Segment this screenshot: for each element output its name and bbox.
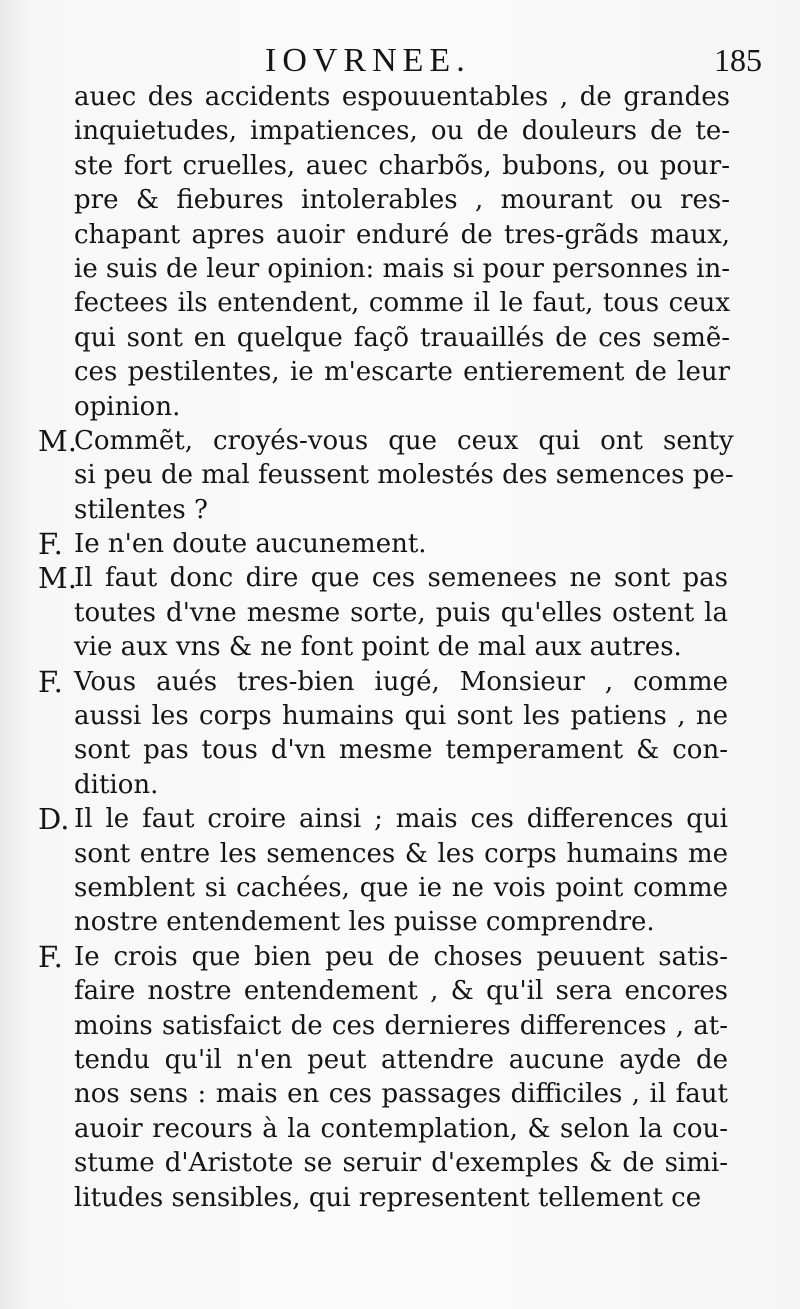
text-line: ces pestilentes, ie m'escarte entierement de leur (74, 357, 731, 388)
text-line: auec des accidents espouuentables , de grandes (74, 82, 731, 112)
speaker-label: F. (38, 664, 63, 699)
text-line: vie aux vns & ne font point de mal aux autres. (74, 632, 682, 663)
text-line: fectees ils entendent, comme il le faut, tous ceux (74, 288, 731, 319)
text-line: Commẽt, croyés-vous que ceux qui ont senty (74, 425, 734, 456)
text-line: Ie n'en doute aucunement. (74, 529, 427, 560)
text-line: qui sont en quelque façõ trauaillés de ces semẽ- (74, 322, 731, 353)
paragraph-lines (74, 527, 728, 561)
text-line: Ie crois que bien peu de choses peuuent satis- (74, 941, 728, 972)
text-line: faire nostre entendement , & qu'il sera encores (74, 976, 728, 1007)
paragraph-lines (74, 80, 730, 424)
paragraph-lines (74, 665, 728, 803)
text-line: nostre entendement les puisse comprendre. (74, 907, 655, 938)
paragraph-lines (74, 424, 734, 527)
dialogue-paragraph (38, 665, 728, 803)
text-line: pre & fiebures intolerables , mourant ou res- (74, 185, 731, 216)
speaker-label: F. (38, 939, 63, 974)
running-title: IOVRNEE. (265, 42, 471, 79)
dialogue-paragraph (38, 80, 731, 424)
text-line: stilentes ? (74, 494, 208, 525)
text-line: litudes sensibles, qui representent tellement ce (74, 1182, 702, 1213)
text-line: ie suis de leur opinion: mais si pour personnes in- (74, 253, 731, 284)
text-line: moins satisfaict de ces dernieres differences , at- (74, 1010, 728, 1041)
text-line: Il le faut croire ainsi ; mais ces differences qui (74, 804, 728, 835)
text-line: Il faut donc dire que ces semenees ne sont pas (74, 563, 728, 594)
speaker-label: D. (38, 802, 70, 837)
speaker-label: F. (38, 527, 63, 562)
paragraph-lines (74, 561, 728, 664)
text-line: aussi les corps humains qui sont les patiens , ne (74, 701, 728, 732)
text-line: sont pas tous d'vn mesme temperament & con- (74, 735, 728, 766)
text-line: chapant apres auoir enduré de tres-grãds maux, (74, 219, 731, 250)
paragraph-lines (74, 940, 728, 1215)
paragraph-lines (74, 802, 728, 940)
text-line: inquietudes, impatiences, ou de douleurs de te- (74, 116, 731, 147)
text-line: tendu qu'il n'en peut attendre aucune ayde de (74, 1044, 728, 1075)
dialogue-paragraph (38, 940, 728, 1215)
page-body (38, 80, 734, 1215)
text-line: ste fort cruelles, auec charbõs, bubons, ou pour- (74, 150, 731, 181)
speaker-label: M. (38, 561, 77, 596)
dialogue-paragraph (38, 423, 734, 527)
text-line: semblent si cachées, que ie ne vois point comme (74, 873, 728, 903)
text-line: auoir recours à la contemplation, & selon la cou- (74, 1113, 728, 1144)
text-line: sont entre les semences & les corps humains me (74, 838, 728, 869)
text-line: toutes d'vne mesme sorte, puis qu'elles ostent la (74, 597, 728, 628)
text-line: dition. (74, 769, 159, 800)
text-line: nos sens : mais en ces passages difficiles , il faut (74, 1079, 728, 1110)
text-line: stume d'Aristote se seruir d'exemples & de simi- (74, 1148, 728, 1179)
page-number: 185 (714, 42, 762, 78)
text-line: opinion. (74, 391, 181, 422)
dialogue-paragraph (38, 527, 728, 561)
dialogue-paragraph (38, 561, 728, 664)
dialogue-paragraph (38, 802, 728, 940)
speaker-label: M. (38, 423, 77, 458)
text-line: si peu de mal feussent molestés des semences pe- (74, 460, 734, 491)
text-line: Vous aués tres-bien iugé, Monsieur , comme (74, 666, 728, 697)
